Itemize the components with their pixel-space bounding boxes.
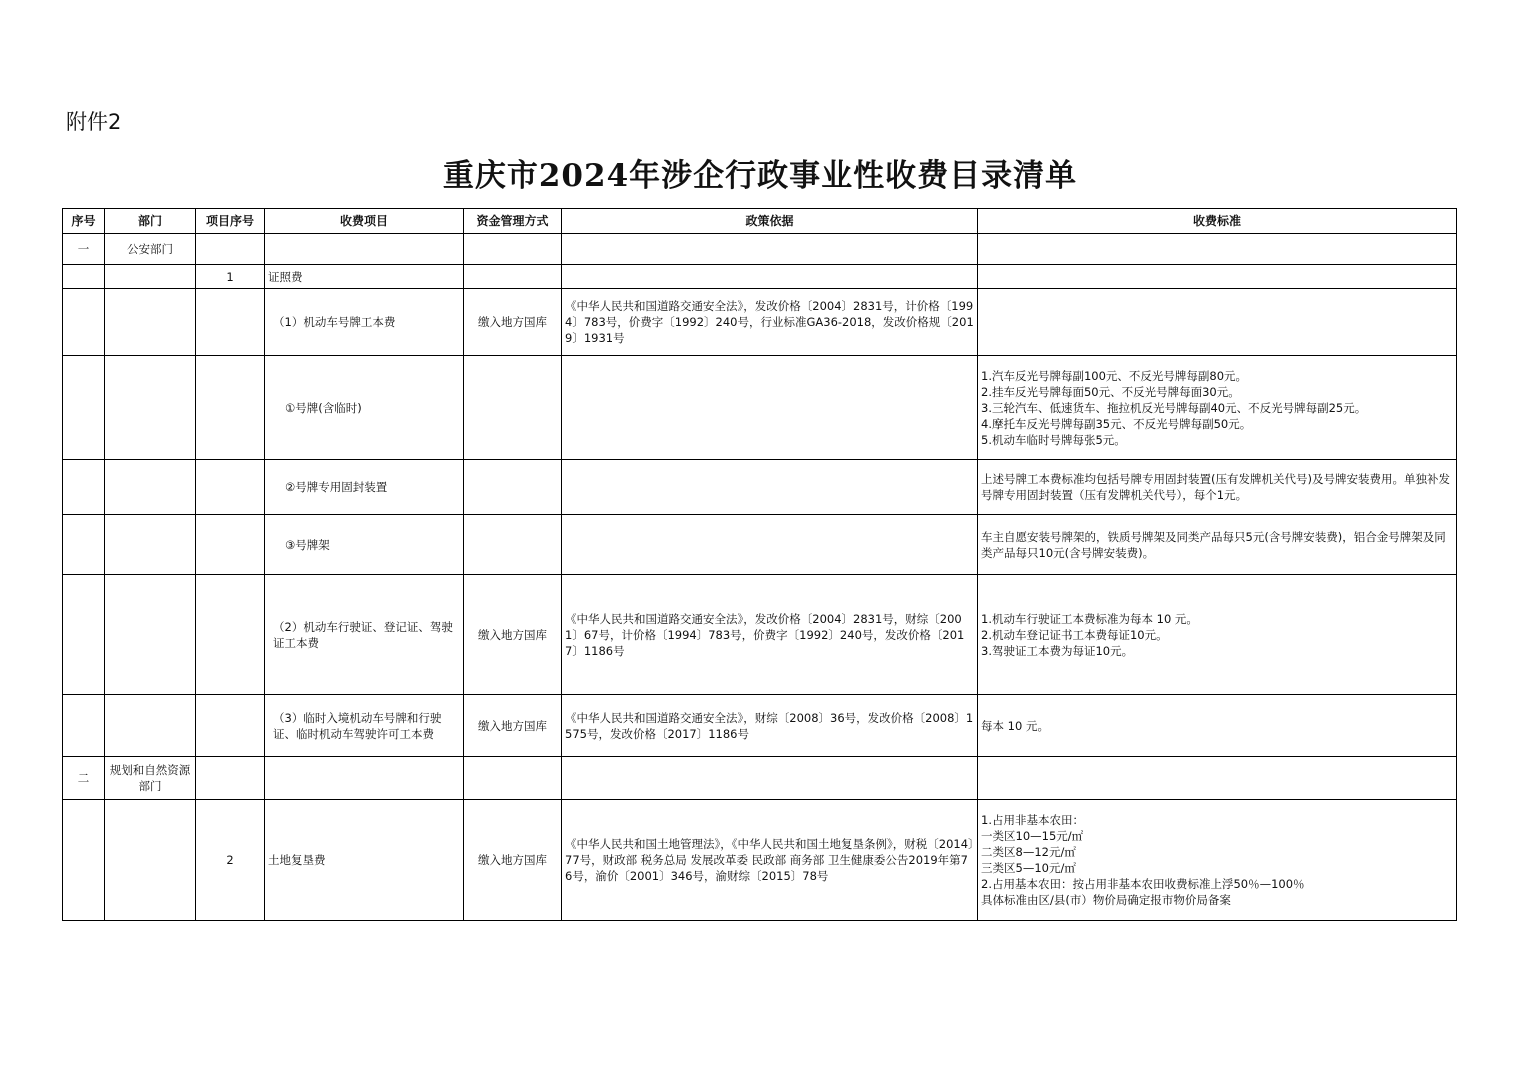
cell-fund <box>464 234 562 265</box>
cell-fund <box>464 757 562 800</box>
cell-seq <box>63 575 105 695</box>
cell-standard: 1.机动车行驶证工本费标准为每本 10 元。 2.机动车登记证书工本费每证10元。 3.驾驶证工本费为每证10元。 <box>978 575 1457 695</box>
table-row <box>63 757 1457 800</box>
cell-item <box>265 757 464 800</box>
cell-fund: 缴入地方国库 <box>464 800 562 921</box>
table-row <box>63 575 1457 695</box>
cell-item-no <box>196 757 265 800</box>
cell-policy: 《中华人民共和国土地管理法》，《中华人民共和国土地复垦条例》，财税〔2014〕77号，财政部 税务总局 发展改革委 民政部 商务部 卫生健康委公告2019年第76号，渝价〔2001〕346号，渝财综〔2015〕78号 <box>562 800 978 921</box>
cell-item: ②号牌专用固封装置 <box>265 460 464 515</box>
table-row <box>63 515 1457 575</box>
header-seq: 序号 <box>63 209 105 234</box>
cell-policy: 《中华人民共和国道路交通安全法》，发改价格〔2004〕2831号，财综〔2001〕67号，计价格〔1994〕783号，价费字〔1992〕240号，发改价格〔2017〕1186号 <box>562 575 978 695</box>
cell-item-no <box>196 460 265 515</box>
header-standard: 收费标准 <box>978 209 1457 234</box>
table-row <box>63 356 1457 460</box>
fee-table <box>62 208 1457 921</box>
cell-item: ③号牌架 <box>265 515 464 575</box>
cell-item-no <box>196 234 265 265</box>
cell-fund <box>464 460 562 515</box>
cell-item-no <box>196 575 265 695</box>
cell-standard: 每本 10 元。 <box>978 695 1457 757</box>
cell-standard <box>978 757 1457 800</box>
cell-dept <box>105 460 196 515</box>
cell-policy: 《中华人民共和国道路交通安全法》，财综〔2008〕36号，发改价格〔2008〕1575号，发改价格〔2017〕1186号 <box>562 695 978 757</box>
cell-item <box>265 234 464 265</box>
cell-item: 证照费 <box>265 265 464 289</box>
cell-seq <box>63 265 105 289</box>
cell-item-no: 1 <box>196 265 265 289</box>
cell-dept: 公安部门 <box>105 234 196 265</box>
cell-policy <box>562 757 978 800</box>
cell-item-no <box>196 289 265 356</box>
cell-seq: 一 <box>63 234 105 265</box>
cell-fund <box>464 356 562 460</box>
cell-dept <box>105 289 196 356</box>
cell-item: （2）机动车行驶证、登记证、驾驶证工本费 <box>265 575 464 695</box>
header-item-no: 项目序号 <box>196 209 265 234</box>
cell-seq <box>63 356 105 460</box>
table-row <box>63 265 1457 289</box>
cell-item: ①号牌(含临时) <box>265 356 464 460</box>
table-row <box>63 800 1457 921</box>
table-row <box>63 460 1457 515</box>
cell-item-no <box>196 695 265 757</box>
cell-seq <box>63 800 105 921</box>
cell-policy <box>562 265 978 289</box>
cell-item-no <box>196 356 265 460</box>
cell-fund: 缴入地方国库 <box>464 289 562 356</box>
cell-item-no: 2 <box>196 800 265 921</box>
cell-standard <box>978 234 1457 265</box>
header-fund: 资金管理方式 <box>464 209 562 234</box>
table-row <box>63 234 1457 265</box>
cell-standard <box>978 289 1457 356</box>
cell-policy <box>562 234 978 265</box>
cell-standard: 1.占用非基本农田： 一类区10—15元/㎡ 二类区8—12元/㎡ 三类区5—10元/㎡ 2.占用基本农田：按占用非基本农田收费标准上浮50％—100％ 具体标准由区/县(市）物价局确定报市物价局备案 <box>978 800 1457 921</box>
table-row <box>63 695 1457 757</box>
cell-fund <box>464 515 562 575</box>
header-policy: 政策依据 <box>562 209 978 234</box>
cell-item: 土地复垦费 <box>265 800 464 921</box>
table-header-row <box>63 209 1457 234</box>
cell-dept: 规划和自然资源部门 <box>105 757 196 800</box>
cell-fund: 缴入地方国库 <box>464 695 562 757</box>
cell-seq: 二 <box>63 757 105 800</box>
cell-item: （3）临时入境机动车号牌和行驶证、临时机动车驾驶许可工本费 <box>265 695 464 757</box>
cell-policy: 《中华人民共和国道路交通安全法》，发改价格〔2004〕2831号，计价格〔1994〕783号，价费字〔1992〕240号，行业标准GA36-2018，发改价格规〔2019〕1931号 <box>562 289 978 356</box>
header-dept: 部门 <box>105 209 196 234</box>
cell-dept <box>105 800 196 921</box>
header-item: 收费项目 <box>265 209 464 234</box>
table-row <box>63 289 1457 356</box>
cell-standard: 1.汽车反光号牌每副100元、不反光号牌每副80元。 2.挂车反光号牌每面50元、不反光号牌每面30元。 3.三轮汽车、低速货车、拖拉机反光号牌每副40元、不反光号牌每副25元。 4.摩托车反光号牌每副35元、不反光号牌每副50元。 5.机动车临时号牌每张5元。 <box>978 356 1457 460</box>
cell-item: （1）机动车号牌工本费 <box>265 289 464 356</box>
attachment-label: 附件2 <box>66 110 122 134</box>
cell-dept <box>105 575 196 695</box>
cell-dept <box>105 356 196 460</box>
cell-fund: 缴入地方国库 <box>464 575 562 695</box>
cell-policy <box>562 356 978 460</box>
cell-item-no <box>196 515 265 575</box>
cell-dept <box>105 695 196 757</box>
cell-dept <box>105 515 196 575</box>
cell-standard <box>978 265 1457 289</box>
cell-policy <box>562 460 978 515</box>
cell-seq <box>63 515 105 575</box>
cell-seq <box>63 289 105 356</box>
cell-seq <box>63 460 105 515</box>
cell-seq <box>63 695 105 757</box>
cell-standard: 车主自愿安装号牌架的，铁质号牌架及同类产品每只5元(含号牌安装费)，铝合金号牌架及同类产品每只10元(含号牌安装费)。 <box>978 515 1457 575</box>
document-title: 重庆市2024年涉企行政事业性收费目录清单 <box>442 158 1078 194</box>
cell-dept <box>105 265 196 289</box>
cell-fund <box>464 265 562 289</box>
cell-policy <box>562 515 978 575</box>
cell-standard: 上述号牌工本费标准均包括号牌专用固封装置(压有发牌机关代号)及号牌安装费用。单独补发号牌专用固封装置（压有发牌机关代号），每个1元。 <box>978 460 1457 515</box>
